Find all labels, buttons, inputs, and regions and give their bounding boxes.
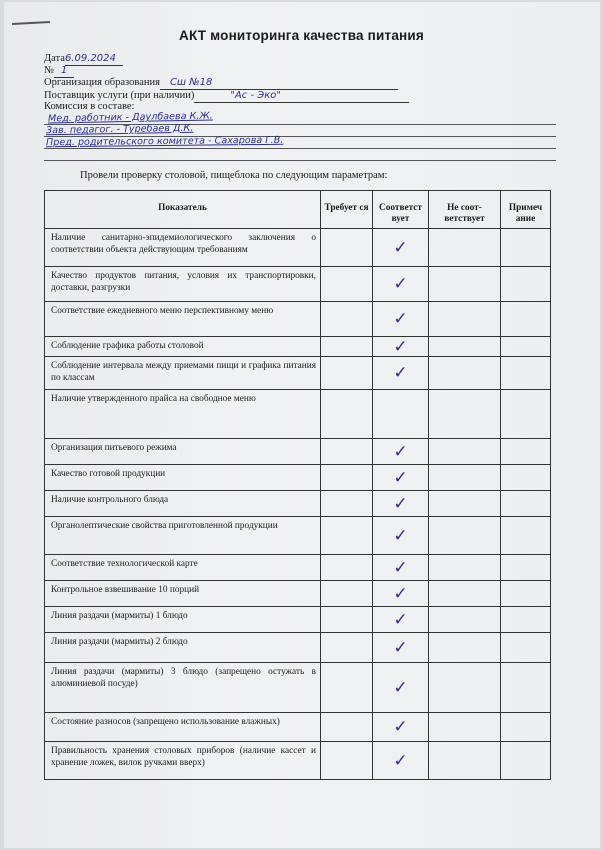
complies-cell — [373, 465, 429, 491]
note-cell — [501, 302, 551, 337]
date-value: 6.09.2024 — [65, 53, 123, 66]
not-complies-cell — [429, 713, 501, 742]
check-mark-icon: ✓ — [393, 525, 408, 546]
supplier-label: Поставщик услуги (при наличии) — [44, 90, 195, 101]
header-complies: Соответст вует — [373, 191, 429, 229]
required-cell — [321, 390, 373, 439]
indicator-cell: Линия раздачи (мармиты) 3 блюдо (запрещено остужать в алюминиевой посуде) — [45, 663, 321, 713]
monitoring-table — [44, 190, 551, 780]
indicator-cell: Линия раздачи (мармиты) 1 блюдо — [45, 607, 321, 633]
commission-member-2: Зав. педагог. - Туребаев Д.К. — [45, 122, 194, 137]
date-label: Дата — [44, 53, 65, 64]
indicator-cell: Соответствие ежедневного меню перспективному меню — [45, 302, 321, 337]
table-body — [45, 229, 551, 780]
table-row — [45, 713, 551, 742]
note-cell — [501, 742, 551, 780]
organization-field — [44, 77, 398, 90]
check-mark-icon: ✓ — [393, 557, 408, 578]
check-mark-icon: ✓ — [393, 493, 408, 514]
required-cell — [321, 229, 373, 267]
commission-member-3: Пред. родительского комитета - Сахарова Г.В. — [45, 134, 284, 149]
complies-cell — [373, 267, 429, 302]
commission-member-1: Мед. работник - Даулбаева К.Ж. — [47, 110, 213, 125]
not-complies-cell — [429, 633, 501, 663]
table-row — [45, 337, 551, 357]
required-cell — [321, 267, 373, 302]
header-not-complies: Не соот- ветствует — [429, 191, 501, 229]
indicator-cell: Организация питьевого режима — [45, 439, 321, 465]
table-row — [45, 555, 551, 581]
check-mark-icon: ✓ — [393, 677, 408, 698]
table-row — [45, 491, 551, 517]
header-note: Примеч ание — [501, 191, 551, 229]
note-cell — [501, 633, 551, 663]
complies-cell — [373, 713, 429, 742]
header-required: Требует ся — [321, 191, 373, 229]
indicator-cell: Наличие утвержденного прайса на свободное меню — [45, 390, 321, 439]
not-complies-cell — [429, 390, 501, 439]
complies-cell — [373, 229, 429, 267]
table-row — [45, 663, 551, 713]
not-complies-cell — [429, 465, 501, 491]
indicator-cell: Соблюдение интервала между приемами пищи и графика питания по классам — [45, 357, 321, 390]
required-cell — [321, 742, 373, 780]
note-cell — [501, 465, 551, 491]
complies-cell — [373, 633, 429, 663]
check-mark-icon: ✓ — [393, 363, 408, 383]
not-complies-cell — [429, 439, 501, 465]
number-value: 1 — [54, 65, 74, 78]
commission-label: Комиссия в составе: — [44, 101, 135, 112]
not-complies-cell — [429, 302, 501, 337]
indicator-cell: Качество готовой продукции — [45, 465, 321, 491]
complies-cell — [373, 663, 429, 713]
pen-mark — [12, 21, 50, 25]
not-complies-cell — [429, 555, 501, 581]
note-cell — [501, 607, 551, 633]
check-mark-icon: ✓ — [393, 717, 408, 737]
note-cell — [501, 229, 551, 267]
not-complies-cell — [429, 491, 501, 517]
table-row — [45, 465, 551, 491]
required-cell — [321, 439, 373, 465]
required-cell — [321, 357, 373, 390]
table-row — [45, 633, 551, 663]
table-row — [45, 357, 551, 390]
complies-cell — [373, 742, 429, 780]
indicator-cell: Линия раздачи (мармиты) 2 блюдо — [45, 633, 321, 663]
not-complies-cell — [429, 517, 501, 555]
check-mark-icon: ✓ — [393, 637, 408, 658]
required-cell — [321, 713, 373, 742]
table-row — [45, 607, 551, 633]
note-cell — [501, 491, 551, 517]
required-cell — [321, 555, 373, 581]
required-cell — [321, 491, 373, 517]
required-cell — [321, 581, 373, 607]
required-cell — [321, 607, 373, 633]
number-label: № — [44, 65, 55, 76]
not-complies-cell — [429, 229, 501, 267]
table-row — [45, 229, 551, 267]
table-header-row — [45, 191, 551, 229]
not-complies-cell — [429, 607, 501, 633]
indicator-cell: Правильность хранения столовых приборов (наличие кассет и хранение ложек, вилок ручками вверх) — [45, 742, 321, 780]
indicator-cell: Наличие санитарно-эпидемиологического заключения о соответствии объекта действующим требованиям — [45, 229, 321, 267]
commission-line-4 — [44, 160, 556, 161]
required-cell — [321, 663, 373, 713]
not-complies-cell — [429, 267, 501, 302]
not-complies-cell — [429, 581, 501, 607]
note-cell — [501, 581, 551, 607]
table-row — [45, 581, 551, 607]
indicator-cell: Контрольное взвешивание 10 порций — [45, 581, 321, 607]
check-mark-icon: ✓ — [393, 583, 408, 604]
indicator-cell: Состояние разносов (запрещено использование влажных) — [45, 713, 321, 742]
table-row — [45, 517, 551, 555]
complies-cell — [373, 555, 429, 581]
note-cell — [501, 555, 551, 581]
check-mark-icon: ✓ — [393, 309, 408, 329]
note-cell — [501, 357, 551, 390]
note-cell — [501, 517, 551, 555]
check-mark-icon: ✓ — [393, 467, 408, 488]
required-cell — [321, 337, 373, 357]
note-cell — [501, 663, 551, 713]
organization-value: Сш №18 — [160, 77, 398, 90]
check-mark-icon: ✓ — [393, 336, 408, 357]
table-row — [45, 267, 551, 302]
supplier-value: "Ас - Эко" — [194, 90, 409, 103]
complies-cell — [373, 491, 429, 517]
required-cell — [321, 517, 373, 555]
indicator-cell: Соответствие технологической карте — [45, 555, 321, 581]
required-cell — [321, 465, 373, 491]
note-cell — [501, 267, 551, 302]
header-indicator: Показатель — [45, 191, 321, 229]
complies-cell — [373, 517, 429, 555]
indicator-cell: Органолептические свойства приготовленной продукции — [45, 517, 321, 555]
table-row — [45, 439, 551, 465]
indicator-cell: Качество продуктов питания, условия их транспортировки, доставки, разгрузки — [45, 267, 321, 302]
organization-label: Организация образования — [44, 77, 160, 88]
note-cell — [501, 713, 551, 742]
indicator-cell: Соблюдение графика работы столовой — [45, 337, 321, 357]
complies-cell — [373, 439, 429, 465]
not-complies-cell — [429, 337, 501, 357]
commission-line-3 — [44, 148, 556, 149]
note-cell — [501, 439, 551, 465]
not-complies-cell — [429, 663, 501, 713]
indicator-cell: Наличие контрольного блюда — [45, 491, 321, 517]
table-row — [45, 742, 551, 780]
intro-text: Провели проверку столовой, пищеблока по следующим параметрам: — [80, 170, 388, 181]
document-title: АКТ мониторинга качества питания — [179, 28, 424, 43]
check-mark-icon: ✓ — [393, 609, 408, 630]
complies-cell — [373, 581, 429, 607]
not-complies-cell — [429, 357, 501, 390]
complies-cell — [373, 337, 429, 357]
check-mark-icon: ✓ — [393, 441, 408, 462]
complies-cell — [373, 390, 429, 439]
table-row — [45, 390, 551, 439]
note-cell — [501, 390, 551, 439]
check-mark-icon: ✓ — [393, 274, 408, 294]
required-cell — [321, 633, 373, 663]
complies-cell — [373, 357, 429, 390]
complies-cell — [373, 302, 429, 337]
not-complies-cell — [429, 742, 501, 780]
table-row — [45, 302, 551, 337]
required-cell — [321, 302, 373, 337]
check-mark-icon: ✓ — [393, 237, 408, 258]
complies-cell — [373, 607, 429, 633]
check-mark-icon: ✓ — [393, 750, 408, 771]
note-cell — [501, 337, 551, 357]
